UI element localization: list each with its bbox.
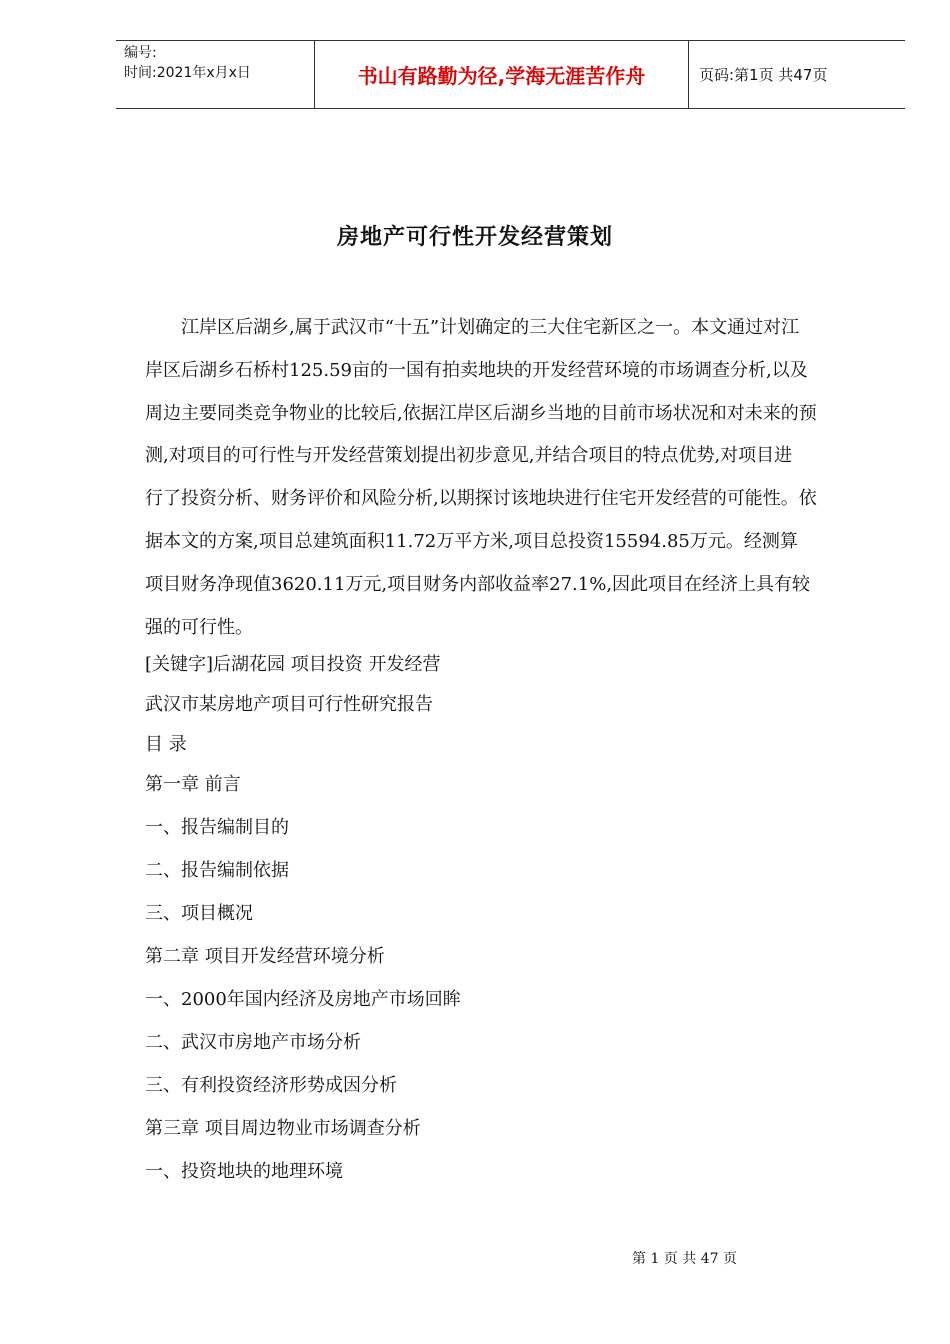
toc-item: 第二章 项目开发经营环境分析 bbox=[145, 946, 385, 967]
abstract-line: 强的可行性。 bbox=[145, 616, 253, 638]
toc-item: 第三章 项目周边物业市场调查分析 bbox=[145, 1118, 421, 1139]
document-header bbox=[116, 40, 905, 109]
toc-heading: 目 录 bbox=[145, 734, 187, 755]
document-number-label: 编号: bbox=[124, 45, 157, 61]
abstract-line: 测,对项目的可行性与开发经营策划提出初步意见,并结合项目的特点优势,对项目进 bbox=[145, 445, 793, 467]
abstract-line: 行了投资分析、财务评价和风险分析,以期探讨该地块进行住宅开发经营的可能性。依 bbox=[145, 488, 817, 510]
toc-item: 三、有利投资经济形势成因分析 bbox=[145, 1075, 397, 1096]
header-meta-cell bbox=[116, 41, 315, 108]
document-title: 房地产可行性开发经营策划 bbox=[336, 224, 613, 250]
toc-item: 一、报告编制目的 bbox=[145, 817, 289, 838]
keywords-line: [关键字]后湖花园 项目投资 开发经营 bbox=[145, 654, 441, 675]
page-footer: 第 1 页 共 47 页 bbox=[632, 1251, 737, 1267]
toc-item: 一、2000年国内经济及房地产市场回眸 bbox=[145, 989, 461, 1010]
header-page-info: 页码:第1页 共47页 bbox=[699, 66, 828, 84]
table-of-contents bbox=[145, 650, 875, 1200]
toc-item: 一、投资地块的地理环境 bbox=[145, 1161, 343, 1182]
abstract-line: 岸区后湖乡石桥村125.59亩的一国有拍卖地块的开发经营环境的市场调查分析,以及 bbox=[145, 359, 808, 381]
abstract-line: 项目财务净现值3620.11万元,项目财务内部收益率27.1%,因此项目在经济上具有较 bbox=[145, 573, 811, 595]
document-time-label: 时间:2021年x月x日 bbox=[124, 65, 251, 81]
toc-item: 二、武汉市房地产市场分析 bbox=[145, 1032, 361, 1053]
abstract-line: 江岸区后湖乡,属于武汉市“十五”计划确定的三大住宅新区之一。本文通过对江 bbox=[181, 317, 800, 338]
toc-item: 二、报告编制依据 bbox=[145, 860, 289, 881]
abstract-line: 周边主要同类竞争物业的比较后,依据江岸区后湖乡当地的目前市场状况和对未来的预 bbox=[145, 402, 817, 424]
toc-item: 第一章 前言 bbox=[145, 774, 241, 795]
abstract-line: 据本文的方案,项目总建筑面积11.72万平方米,项目总投资15594.85万元。经测算 bbox=[145, 530, 798, 552]
header-motto: 书山有路勤为径,学海无涯苦作舟 bbox=[315, 41, 689, 108]
report-title: 武汉市某房地产项目可行性研究报告 bbox=[145, 694, 433, 715]
toc-item: 三、项目概况 bbox=[145, 903, 253, 924]
abstract-paragraph bbox=[145, 307, 875, 649]
